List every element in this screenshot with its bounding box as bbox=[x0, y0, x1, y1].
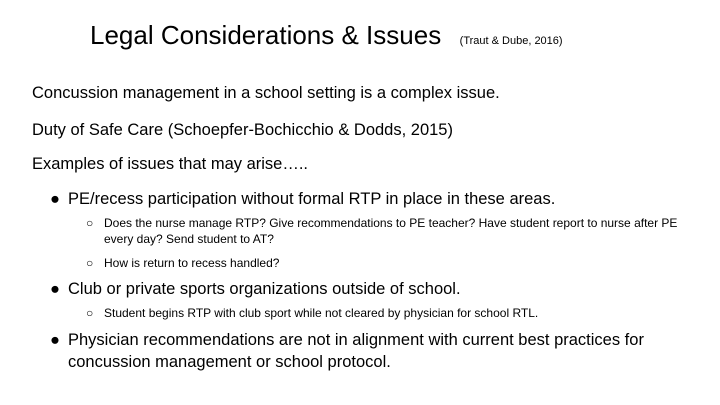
bullet-text: PE/recess participation without formal RTP in place in these areas. bbox=[68, 190, 556, 208]
title-row bbox=[90, 20, 563, 51]
bullet-text: Physician recommendations are not in alignment with current best practices for concussion management or school protocol. bbox=[68, 331, 644, 371]
examples-line: Examples of issues that may arise….. bbox=[32, 155, 309, 173]
sub-bullet-marker: ○ bbox=[86, 216, 94, 230]
sub-bullet-text: Does the nurse manage RTP? Give recommendations to PE teacher? Have student report to nurse after PE every day? Send student to AT? bbox=[104, 216, 678, 246]
slide-title: Legal Considerations & Issues bbox=[90, 20, 442, 50]
duty-of-care-line: Duty of Safe Care (Schoepfer-Bochicchio & Dodds, 2015) bbox=[32, 121, 453, 139]
bullet-marker: ● bbox=[50, 190, 60, 208]
bullet-marker: ● bbox=[50, 331, 60, 349]
intro-line: Concussion management in a school setting is a complex issue. bbox=[32, 84, 500, 102]
sub-bullet-marker: ○ bbox=[86, 256, 94, 270]
bullet-marker: ● bbox=[50, 280, 60, 298]
sub-bullet-text: Student begins RTP with club sport while not cleared by physician for school RTL. bbox=[104, 306, 539, 320]
sub-bullet-marker: ○ bbox=[86, 306, 94, 320]
bullet-text: Club or private sports organizations outside of school. bbox=[68, 280, 461, 298]
title-citation: (Traut & Dube, 2016) bbox=[459, 35, 563, 47]
sub-bullet-text: How is return to recess handled? bbox=[104, 256, 280, 270]
